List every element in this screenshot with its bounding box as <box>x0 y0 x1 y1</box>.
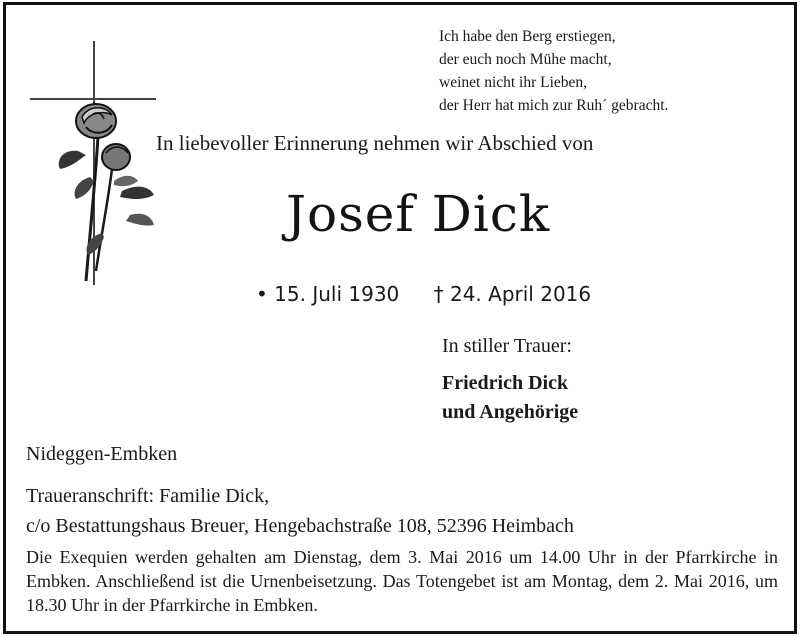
obituary-card <box>3 2 797 634</box>
poem <box>439 25 668 117</box>
mourners <box>442 369 578 427</box>
mourning-label: In stiller Trauer: <box>442 335 572 357</box>
funeral-notice: Die Exequien werden gehalten am Dienstag, dem 3. Mai 2016 um 14.00 Uhr in der Pfarrkirche in Embken. Anschließend ist die Urnenbeisetzung. Das Totengebet ist am Montag, dem 2. Mai 2016, um 18.30 Uhr in der Pfarrkirche in Embken. <box>26 547 778 615</box>
place: Nideggen-Embken <box>26 443 178 465</box>
death-date: † 24. April 2016 <box>433 282 592 306</box>
birth-date: • 15. Juli 1930 <box>256 282 400 306</box>
deceased-name: Josef Dick <box>286 185 551 243</box>
poem-line: weinet nicht ihr Lieben, <box>439 74 588 91</box>
poem-line: der euch noch Mühe macht, <box>439 51 612 68</box>
intro-text: In liebevoller Erinnerung nehmen wir Abschied von <box>156 131 594 155</box>
poem-line: der Herr hat mich zur Ruh´ gebracht. <box>439 97 669 114</box>
address-line: c/o Bestattungshaus Breuer, Hengebachstraße 108, 52396 Heimbach <box>26 515 574 537</box>
condolence-address <box>26 481 574 541</box>
life-dates <box>256 282 619 306</box>
address-line: Traueranschrift: Familie Dick, <box>26 485 270 507</box>
cross-with-rose-icon <box>26 41 166 289</box>
poem-line: Ich habe den Berg erstiegen, <box>439 28 616 45</box>
mourner-name: Friedrich Dick <box>442 372 569 394</box>
mourner-relatives: und Angehörige <box>442 401 579 423</box>
